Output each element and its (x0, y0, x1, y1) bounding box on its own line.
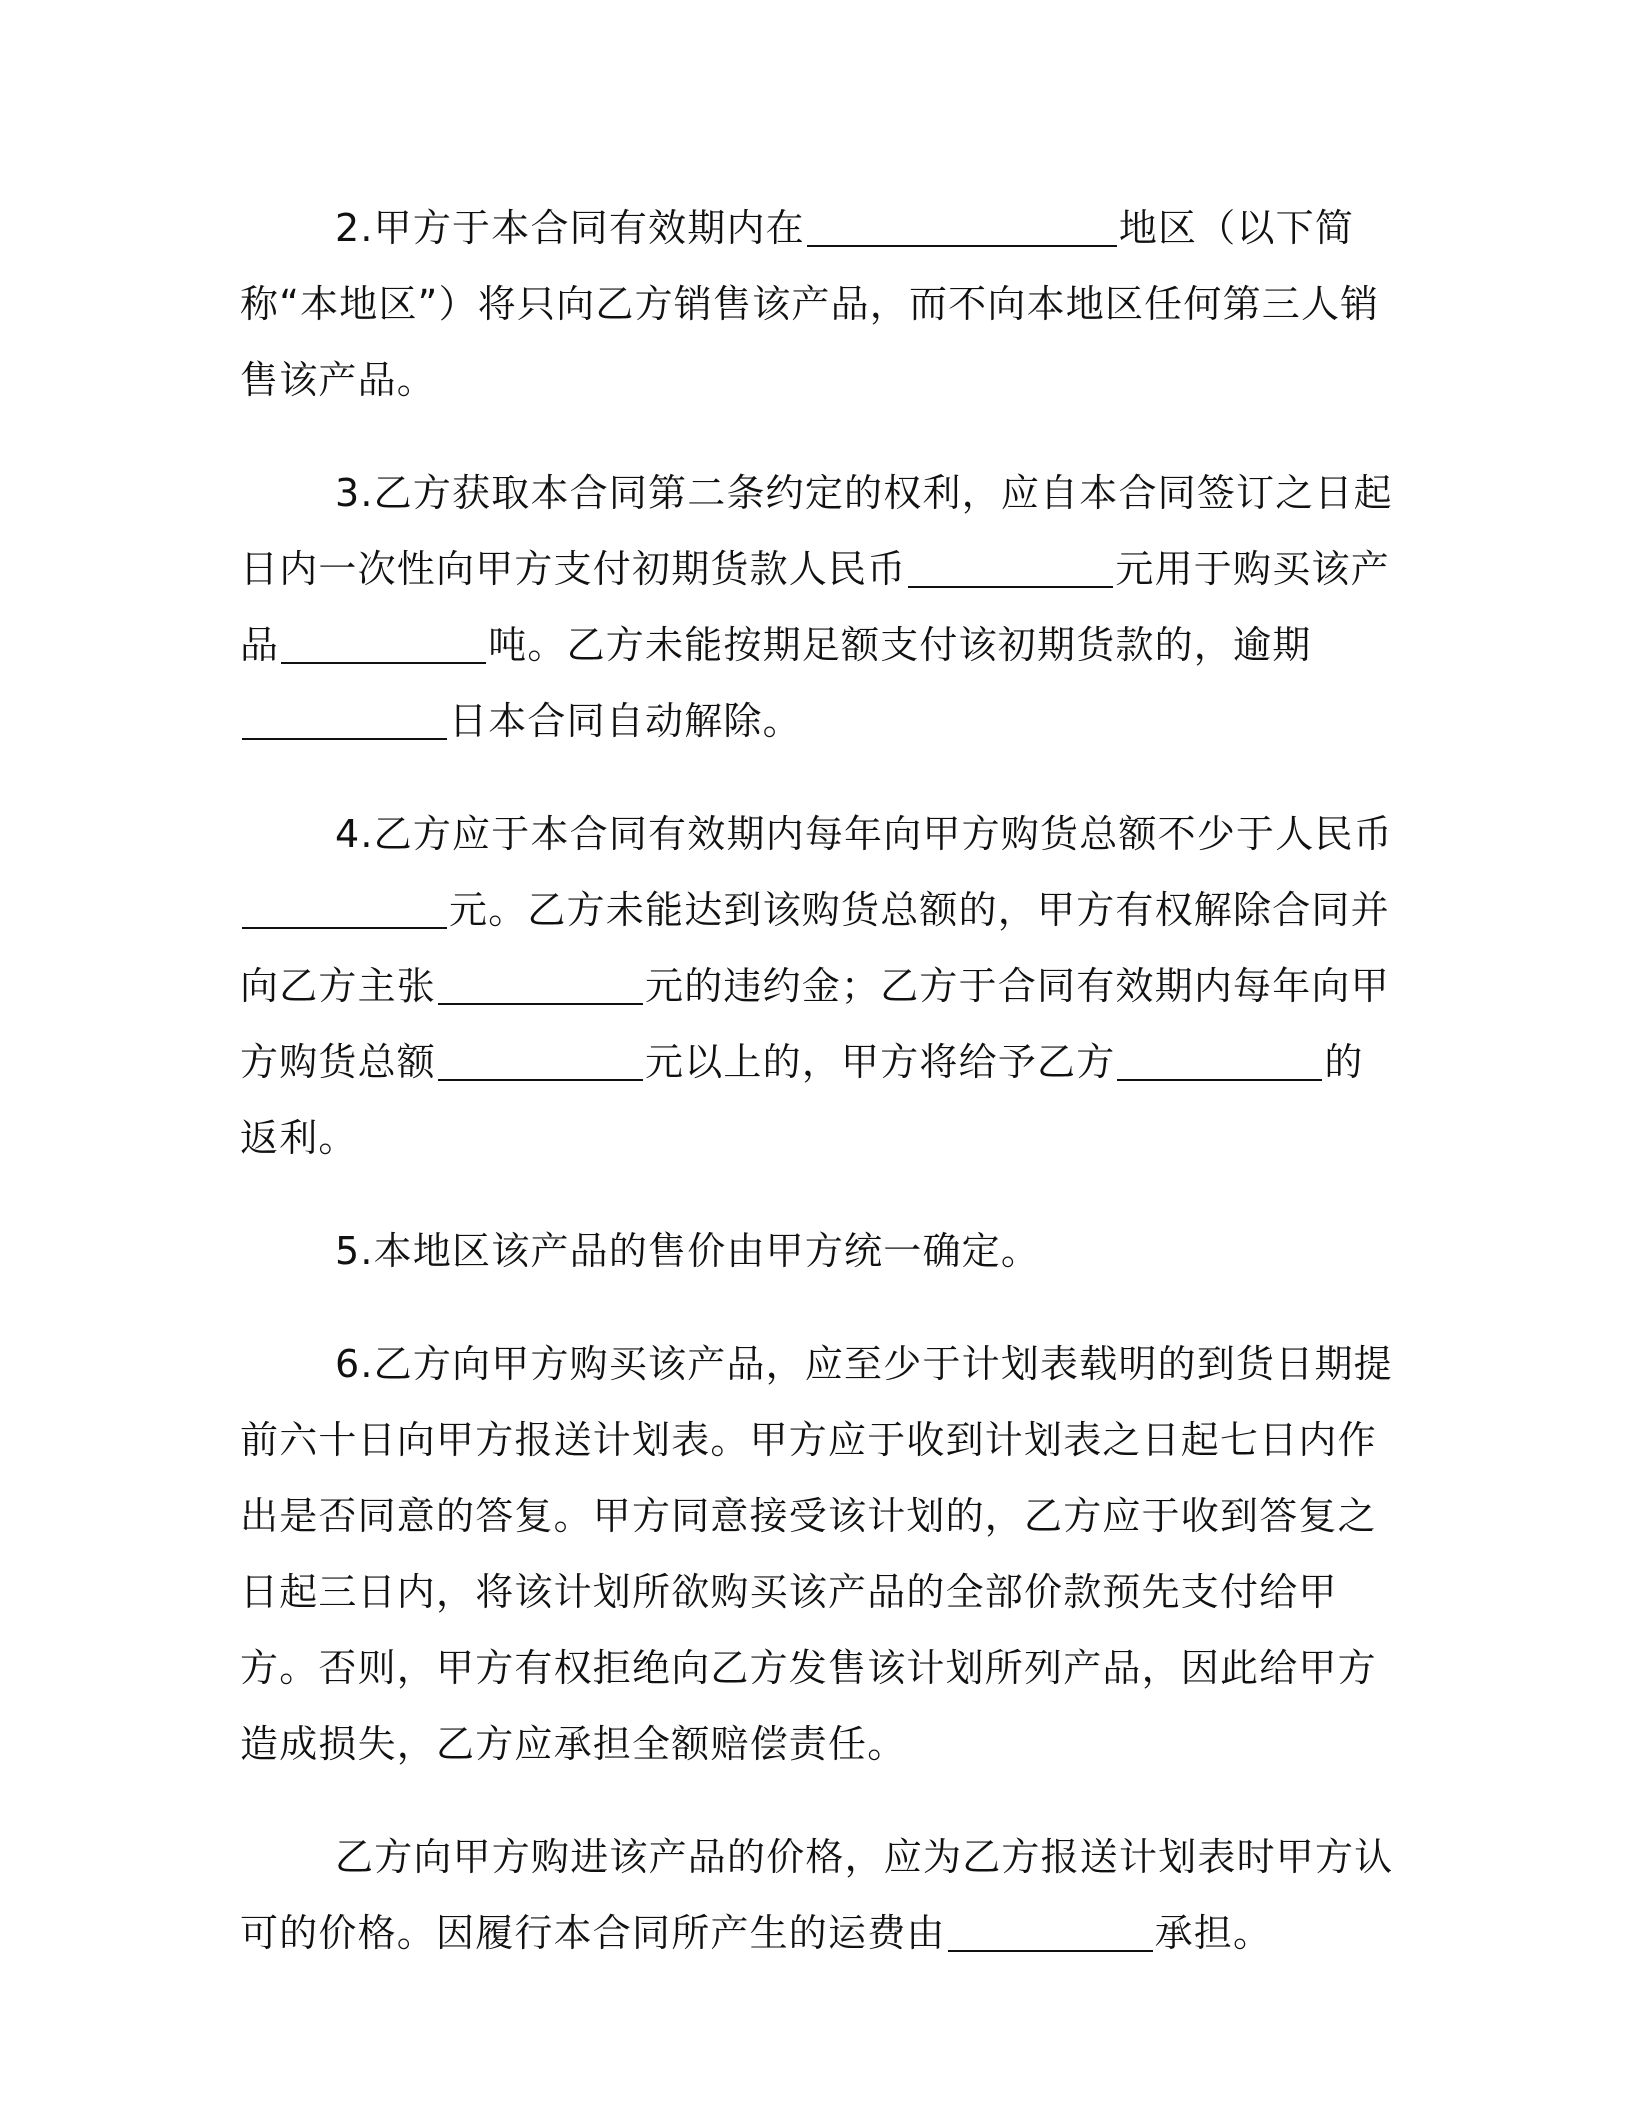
clause-6-text: 6.乙方向甲方购买该产品，应至少于计划表载明的到货日期提前六十日向甲方报送计划表。甲方应于收到计划表之日起七日内作出是否同意的答复。甲方同意接受该计划的，乙方应于收到答复之日起三日内，将该计划所欲购买该产品的全部价款预先支付给甲方。否则，甲方有权拒绝向乙方发售该计划所列产品，因此给甲方造成损失，乙方应承担全额赔偿责任。 (240, 1342, 1393, 1766)
blank-freight-party-field[interactable] (948, 1908, 1153, 1952)
clause-3-text-4: 日本合同自动解除。 (449, 699, 802, 743)
blank-penalty-field[interactable] (438, 961, 643, 1005)
clause-3 (240, 455, 1400, 759)
clause-2-text-1: 2.甲方于本合同有效期内在 (335, 206, 805, 250)
contract-page (240, 190, 1400, 2008)
blank-rebate-threshold-field[interactable] (438, 1037, 643, 1081)
clause-7 (240, 1819, 1400, 1971)
clause-5 (240, 1213, 1400, 1289)
blank-overdue-days-field[interactable] (242, 696, 447, 740)
clause-5-text: 5.本地区该产品的售价由甲方统一确定。 (335, 1229, 1041, 1273)
clause-3-text-3: 吨。乙方未能按期足额支付该初期货款的，逾期 (488, 623, 1312, 667)
clause-6 (240, 1326, 1400, 1782)
clause-4-text-3: 元的违约金；乙方于合同有效期内每年向甲方购货总额 (240, 964, 1390, 1084)
clause-4 (240, 796, 1400, 1176)
clause-4-text-1: 4.乙方应于本合同有效期内每年向甲方购货总额不少于人民币 (335, 812, 1393, 856)
blank-rebate-field[interactable] (1117, 1037, 1322, 1081)
clause-7-text-1: 乙方向甲方购进该产品的价格，应为乙方报送计划表时甲方认可的价格。因履行本合同所产生的运费由 (240, 1835, 1394, 1955)
clause-2-text-2: 地区（以下简称“本地区”）将只向乙方销售该产品，而不向本地区任何第三人销售该产品。 (240, 206, 1380, 402)
clause-4-text-4: 元以上的，甲方将给予乙方 (645, 1040, 1116, 1084)
clause-4-text-2: 元。乙方未能达到该购货总额的，甲方有权解除合同并向乙方主张 (240, 888, 1390, 1008)
clause-3-text-2: 元用于购买该产品 (240, 547, 1390, 667)
blank-initial-payment-field[interactable] (908, 544, 1113, 588)
clause-7-text-2: 承担。 (1154, 1911, 1273, 1955)
clause-2 (240, 190, 1400, 418)
blank-quantity-field[interactable] (281, 620, 486, 664)
blank-region-field[interactable] (807, 203, 1117, 247)
clause-4-text-5: 的返利。 (240, 1040, 1364, 1160)
clause-3-text-1: 3.乙方获取本合同第二条约定的权利，应自本合同签订之日起日内一次性向甲方支付初期货款人民币 (240, 471, 1393, 591)
blank-min-purchase-field[interactable] (242, 885, 447, 929)
